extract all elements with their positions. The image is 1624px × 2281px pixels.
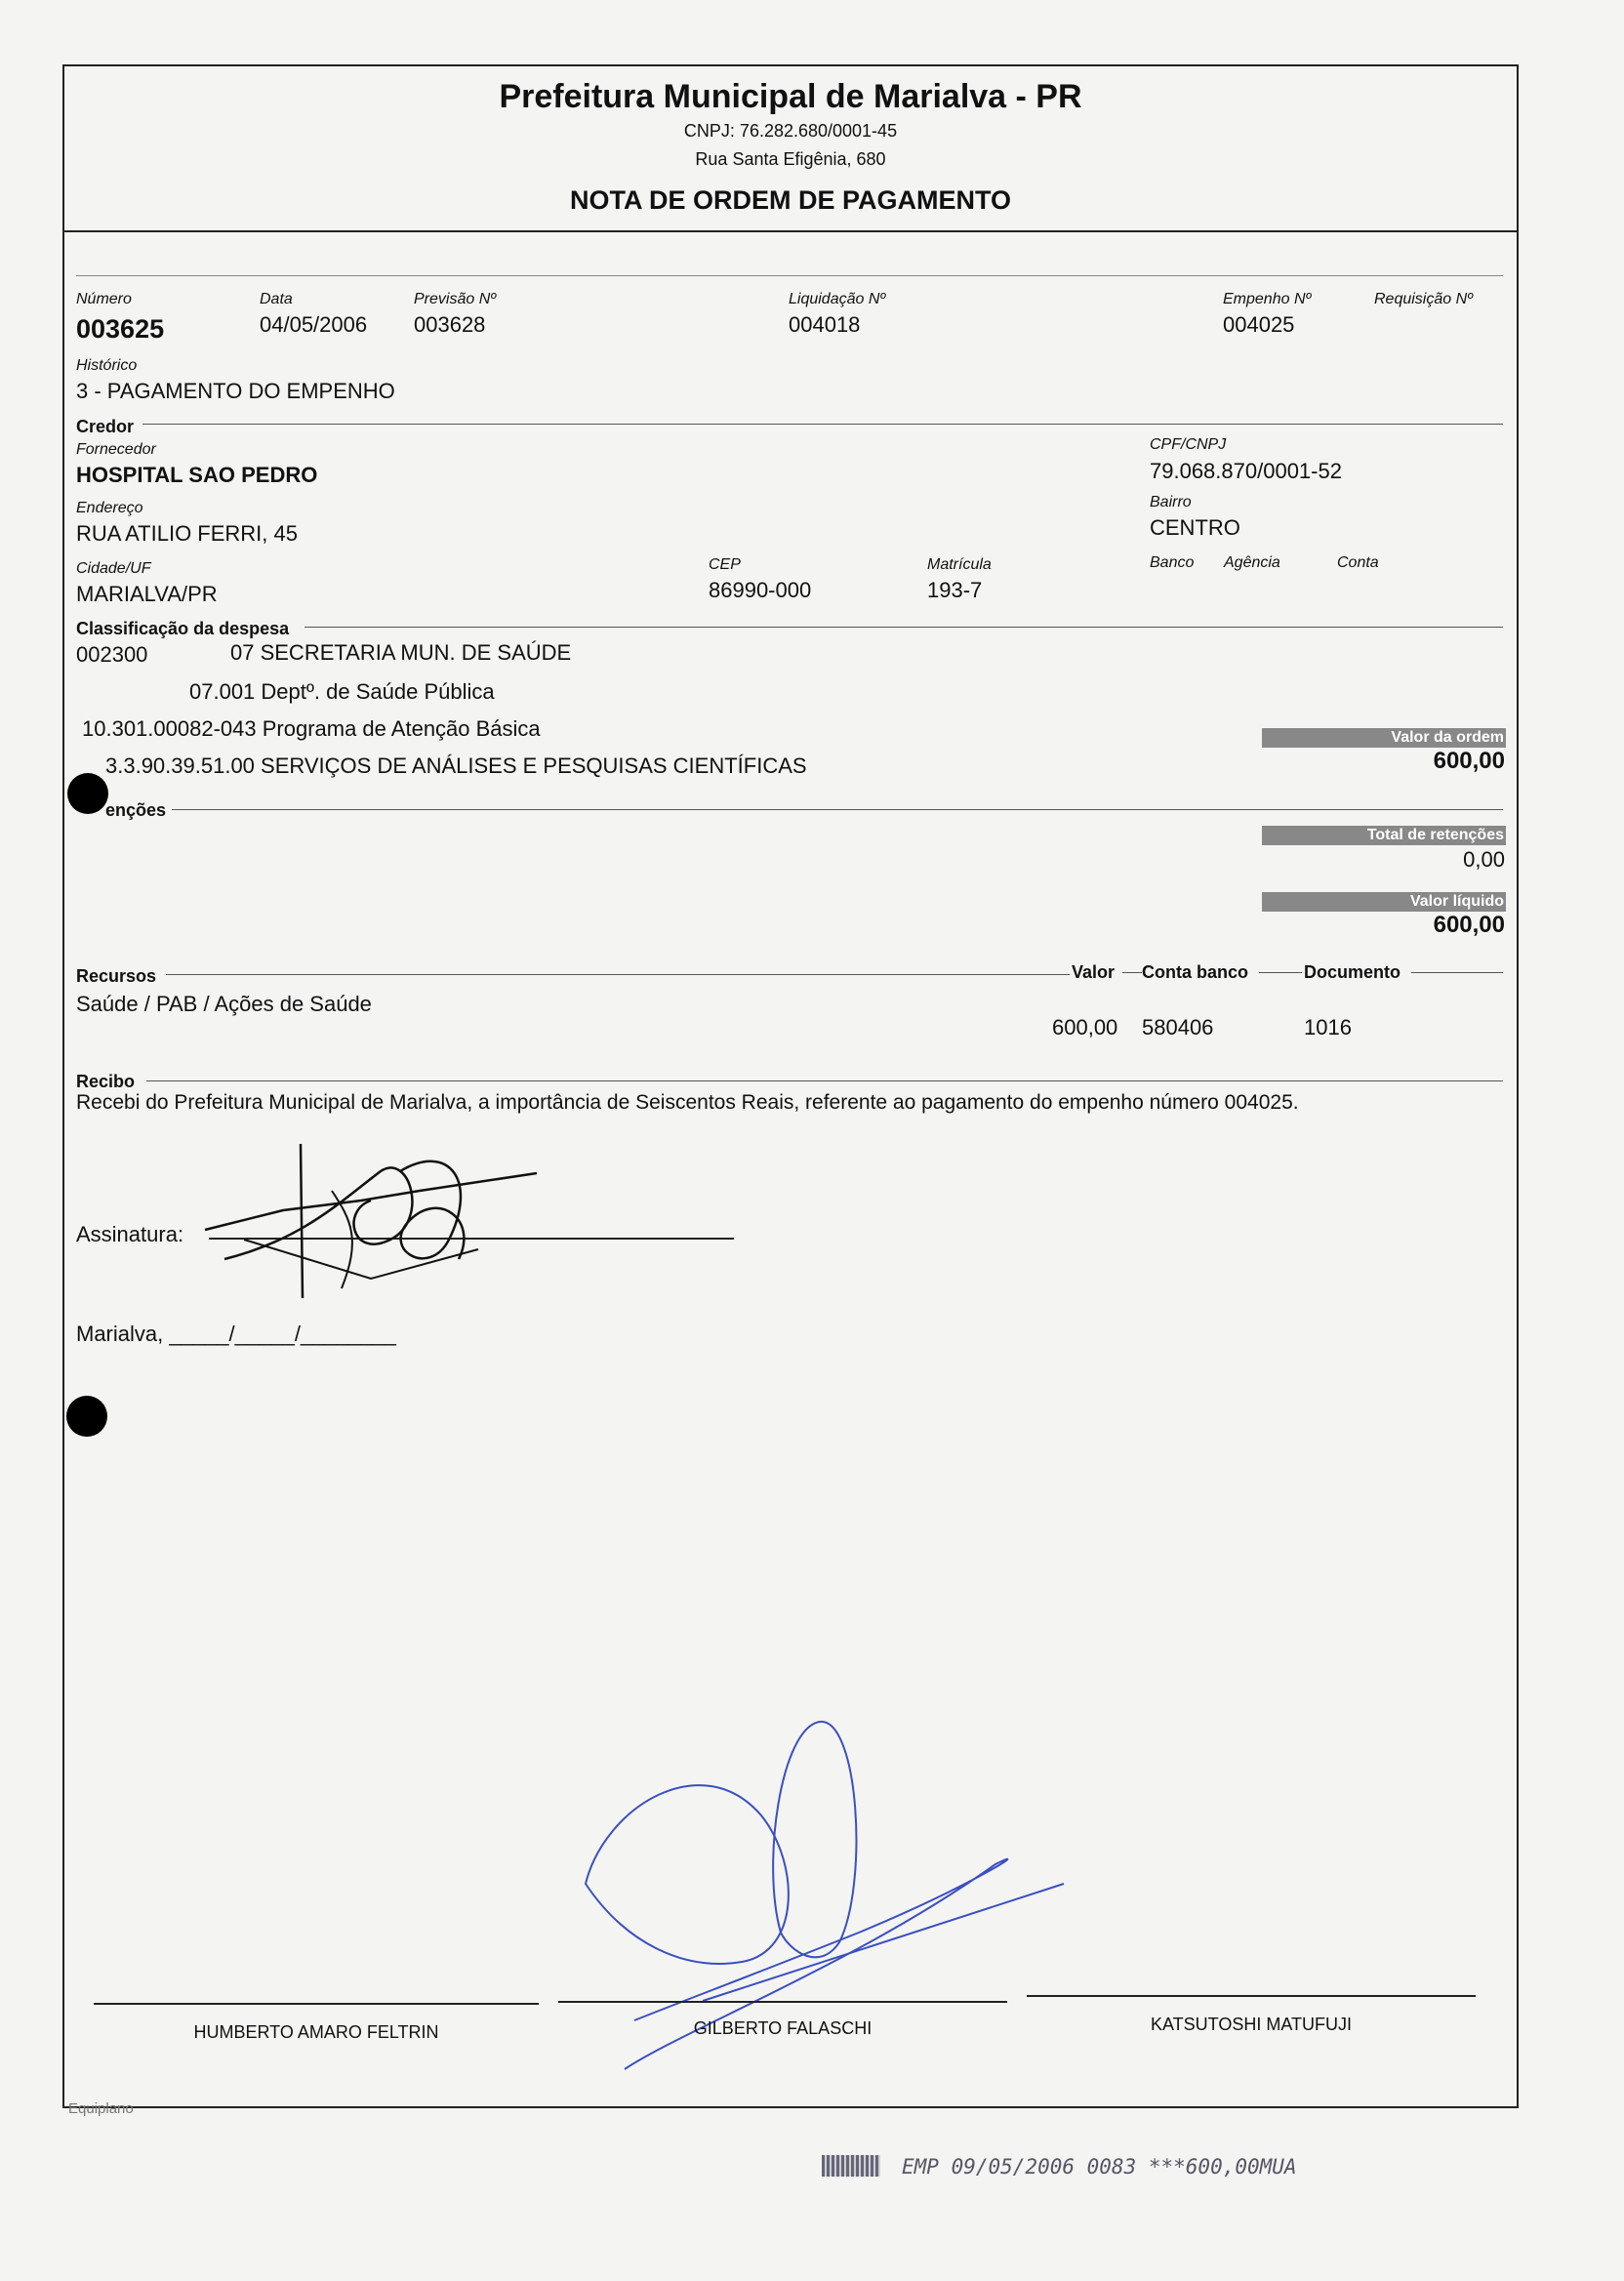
signatory-3: KATSUTOSHI MATUFUJI [1150,2015,1352,2034]
despesa-codigo: 002300 [76,642,148,667]
software-brand: Equiplano [68,2100,134,2117]
bairro-label: Bairro [1150,494,1192,510]
fornecedor-value: HOSPITAL SAO PEDRO [76,463,318,487]
valor-liquido-value: 600,00 [1433,912,1505,938]
recursos-descricao: Saúde / PAB / Ações de Saúde [76,992,372,1016]
recipient-signature [185,1132,556,1308]
despesa-departamento: 07.001 Deptº. de Saúde Pública [189,679,495,704]
empenho-value: 004025 [1223,312,1295,337]
municipality-title: Prefeitura Municipal de Marialva - PR [499,78,1082,115]
signatory-1: HUMBERTO AMARO FELTRIN [193,2022,439,2042]
matricula-label: Matrícula [927,556,992,573]
recursos-conta: 580406 [1142,1015,1214,1039]
despesa-servico: 3.3.90.39.51.00 SERVIÇOS DE ANÁLISES E PESQUISAS CIENTÍFICAS [105,754,807,778]
credor-section-title: Credor [76,417,135,436]
despesa-divider [304,627,1503,628]
recursos-divider-mid2 [1259,972,1302,973]
recursos-documento-label: Documento [1304,962,1401,982]
address-line: Rua Santa Efigênia, 680 [695,149,886,169]
recursos-documento: 1016 [1304,1015,1352,1039]
recursos-divider-end [1411,972,1503,973]
conta-label: Conta [1337,554,1379,571]
fornecedor-label: Fornecedor [76,441,156,458]
binder-hole-top [67,773,108,814]
recursos-valor: 600,00 [1052,1015,1118,1039]
valor-liquido-label: Valor líquido [1262,892,1506,912]
valor-ordem-value: 600,00 [1433,748,1505,774]
stamp-barcode [822,2155,880,2177]
total-retencoes-label: Total de retenções [1262,826,1506,845]
data-value: 04/05/2006 [260,312,368,337]
data-label: Data [260,291,293,307]
signature-line-3 [1027,1995,1476,1997]
numero-label: Número [76,291,132,307]
cpf-value: 79.068.870/0001-52 [1150,459,1342,483]
retencoes-divider [172,809,1503,810]
recursos-divider [166,974,1070,975]
cep-value: 86990-000 [709,578,812,602]
signatory-2: GILBERTO FALASCHI [693,2018,873,2038]
document-title: NOTA DE ORDEM DE PAGAMENTO [569,185,1011,215]
despesa-secretaria: 07 SECRETARIA MUN. DE SAÚDE [230,640,572,665]
signature-line-2 [558,2001,1007,2003]
liquidacao-value: 004018 [789,312,861,337]
endereco-value: RUA ATILIO FERRI, 45 [76,521,298,546]
liquidacao-label: Liquidação Nº [789,291,886,307]
despesa-section-title: Classificação da despesa [76,619,290,638]
historico-value: 3 - PAGAMENTO DO EMPENHO [76,379,395,403]
recibo-text: Recebi do Prefeitura Municipal de Marialva, a importância de Seiscentos Reais, referente ao pagamento do empenho número 004025. [76,1091,1299,1114]
credor-divider [142,424,1503,425]
cidade-value: MARIALVA/PR [76,582,218,606]
header-divider [62,230,1519,232]
matricula-value: 193-7 [927,578,983,602]
valor-ordem-label: Valor da ordem [1262,728,1506,748]
recibo-section-title: Recibo [76,1072,136,1091]
endereco-label: Endereço [76,500,143,516]
banco-label: Banco [1150,554,1195,571]
assinatura-label: Assinatura: [76,1222,184,1246]
previsao-label: Previsão Nº [414,291,497,307]
requisicao-label: Requisição Nº [1374,291,1473,307]
recibo-divider [146,1080,1503,1081]
retencoes-section-title: enções [105,800,167,820]
cidade-label: Cidade/UF [76,560,151,577]
historico-label: Histórico [76,357,138,374]
recursos-divider-mid [1122,972,1142,973]
signature-line-1 [94,2003,539,2005]
cpf-label: CPF/CNPJ [1150,436,1227,453]
recursos-valor-label: Valor [1072,962,1116,982]
binder-hole-bottom [66,1396,107,1437]
total-retencoes-value: 0,00 [1463,847,1505,872]
agencia-label: Agência [1224,554,1280,571]
bairro-value: CENTRO [1150,515,1240,540]
cnpj-line: CNPJ: 76.282.680/0001-45 [683,121,898,141]
cep-label: CEP [709,556,741,573]
despesa-programa: 10.301.00082-043 Programa de Atenção Básica [82,716,541,741]
numero-value: 003625 [76,314,165,344]
empenho-label: Empenho Nº [1223,291,1312,307]
recibo-date-line: Marialva, _____/_____/________ [76,1322,396,1346]
mechanical-stamp: EMP 09/05/2006 0083 ***600,00MUA [902,2155,1297,2179]
top-divider [76,275,1503,276]
recursos-conta-label: Conta banco [1142,962,1249,982]
recursos-section-title: Recursos [76,966,157,986]
previsao-value: 003628 [414,312,486,337]
